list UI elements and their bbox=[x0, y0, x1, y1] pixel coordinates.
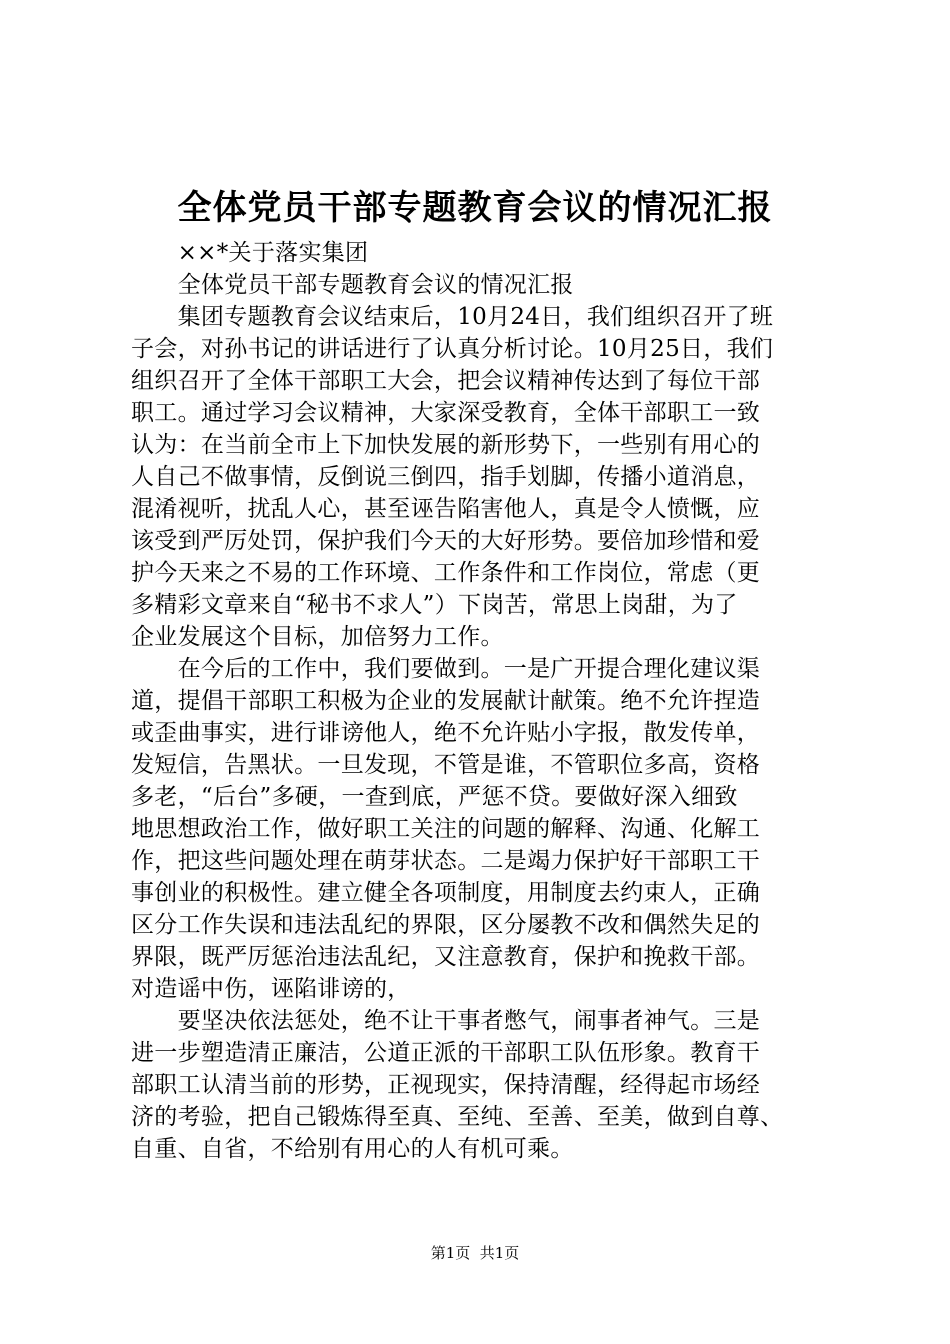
body-line: 全体党员干部专题教育会议的情况汇报 bbox=[131, 272, 574, 298]
body-line: 职工。通过学习会议精神，大家深受教育，全体干部职工一致 bbox=[131, 400, 761, 426]
body-line: 或歪曲事实，进行诽谤他人，绝不允许贴小字报，散发传单， bbox=[131, 720, 761, 746]
body-line: 作，把这些问题处理在萌芽状态。二是竭力保护好干部职工干 bbox=[131, 848, 761, 874]
body-line: 地思想政治工作，做好职工关注的问题的解释、沟通、化解工 bbox=[131, 816, 761, 842]
body-line: 要坚决依法惩处，绝不让干事者憋气，闹事者神气。三是 bbox=[131, 1008, 761, 1034]
body-line: 部职工认清当前的形势，正视现实，保持清醒，经得起市场经 bbox=[131, 1072, 761, 1098]
body-line: 组织召开了全体干部职工大会，把会议精神传达到了每位干部 bbox=[131, 368, 761, 394]
body-line: 多老，“后台”多硬，一查到底，严惩不贷。要做好深入细致 bbox=[131, 784, 738, 810]
body-line: 护今天来之不易的工作环境、工作条件和工作岗位，常虑（更 bbox=[131, 560, 761, 586]
body-line: 在今后的工作中，我们要做到。一是广开提合理化建议渠 bbox=[131, 656, 761, 682]
body-line: ××*关于落实集团 bbox=[131, 240, 369, 266]
page-number-footer: 第1页 共1页 bbox=[430, 1244, 520, 1262]
document-title: 全体党员干部专题教育会议的情况汇报 bbox=[177, 188, 773, 228]
body-line: 自重、自省，不给别有用心的人有机可乘。 bbox=[131, 1136, 574, 1162]
body-line: 济的考验，把自己锻炼得至真、至纯、至善、至美，做到自尊、 bbox=[131, 1104, 784, 1130]
body-line: 道，提倡干部职工积极为企业的发展献计献策。绝不允许捏造 bbox=[131, 688, 761, 714]
body-line: 集团专题教育会议结束后，10月24日，我们组织召开了班 bbox=[131, 304, 774, 330]
body-line: 子会，对孙书记的讲话进行了认真分析讨论。10月25日，我们 bbox=[131, 336, 774, 362]
body-line: 混淆视听，扰乱人心，甚至诬告陷害他人，真是令人愤慨，应 bbox=[131, 496, 761, 522]
body-line: 该受到严厉处罚，保护我们今天的大好形势。要倍加珍惜和爱 bbox=[131, 528, 761, 554]
body-line: 对造谣中伤，诬陷诽谤的， bbox=[131, 976, 411, 1002]
body-line: 企业发展这个目标，加倍努力工作。 bbox=[131, 624, 504, 650]
body-line: 人自己不做事情，反倒说三倒四，指手划脚，传播小道消息， bbox=[131, 464, 761, 490]
body-line: 进一步塑造清正廉洁，公道正派的干部职工队伍形象。教育干 bbox=[131, 1040, 761, 1066]
body-line: 区分工作失误和违法乱纪的界限，区分屡教不改和偶然失足的 bbox=[131, 912, 761, 938]
body-line: 认为：在当前全市上下加快发展的新形势下，一些别有用心的 bbox=[131, 432, 761, 458]
body-line: 事创业的积极性。建立健全各项制度，用制度去约束人，正确 bbox=[131, 880, 761, 906]
body-line: 多精彩文章来自“秘书不求人”）下岗苦，常思上岗甜，为了 bbox=[131, 592, 738, 618]
body-line: 发短信，告黑状。一旦发现，不管是谁，不管职位多高，资格 bbox=[131, 752, 761, 778]
body-line: 界限，既严厉惩治违法乱纪，又注意教育，保护和挽救干部。 bbox=[131, 944, 761, 970]
document-body bbox=[131, 237, 831, 1165]
